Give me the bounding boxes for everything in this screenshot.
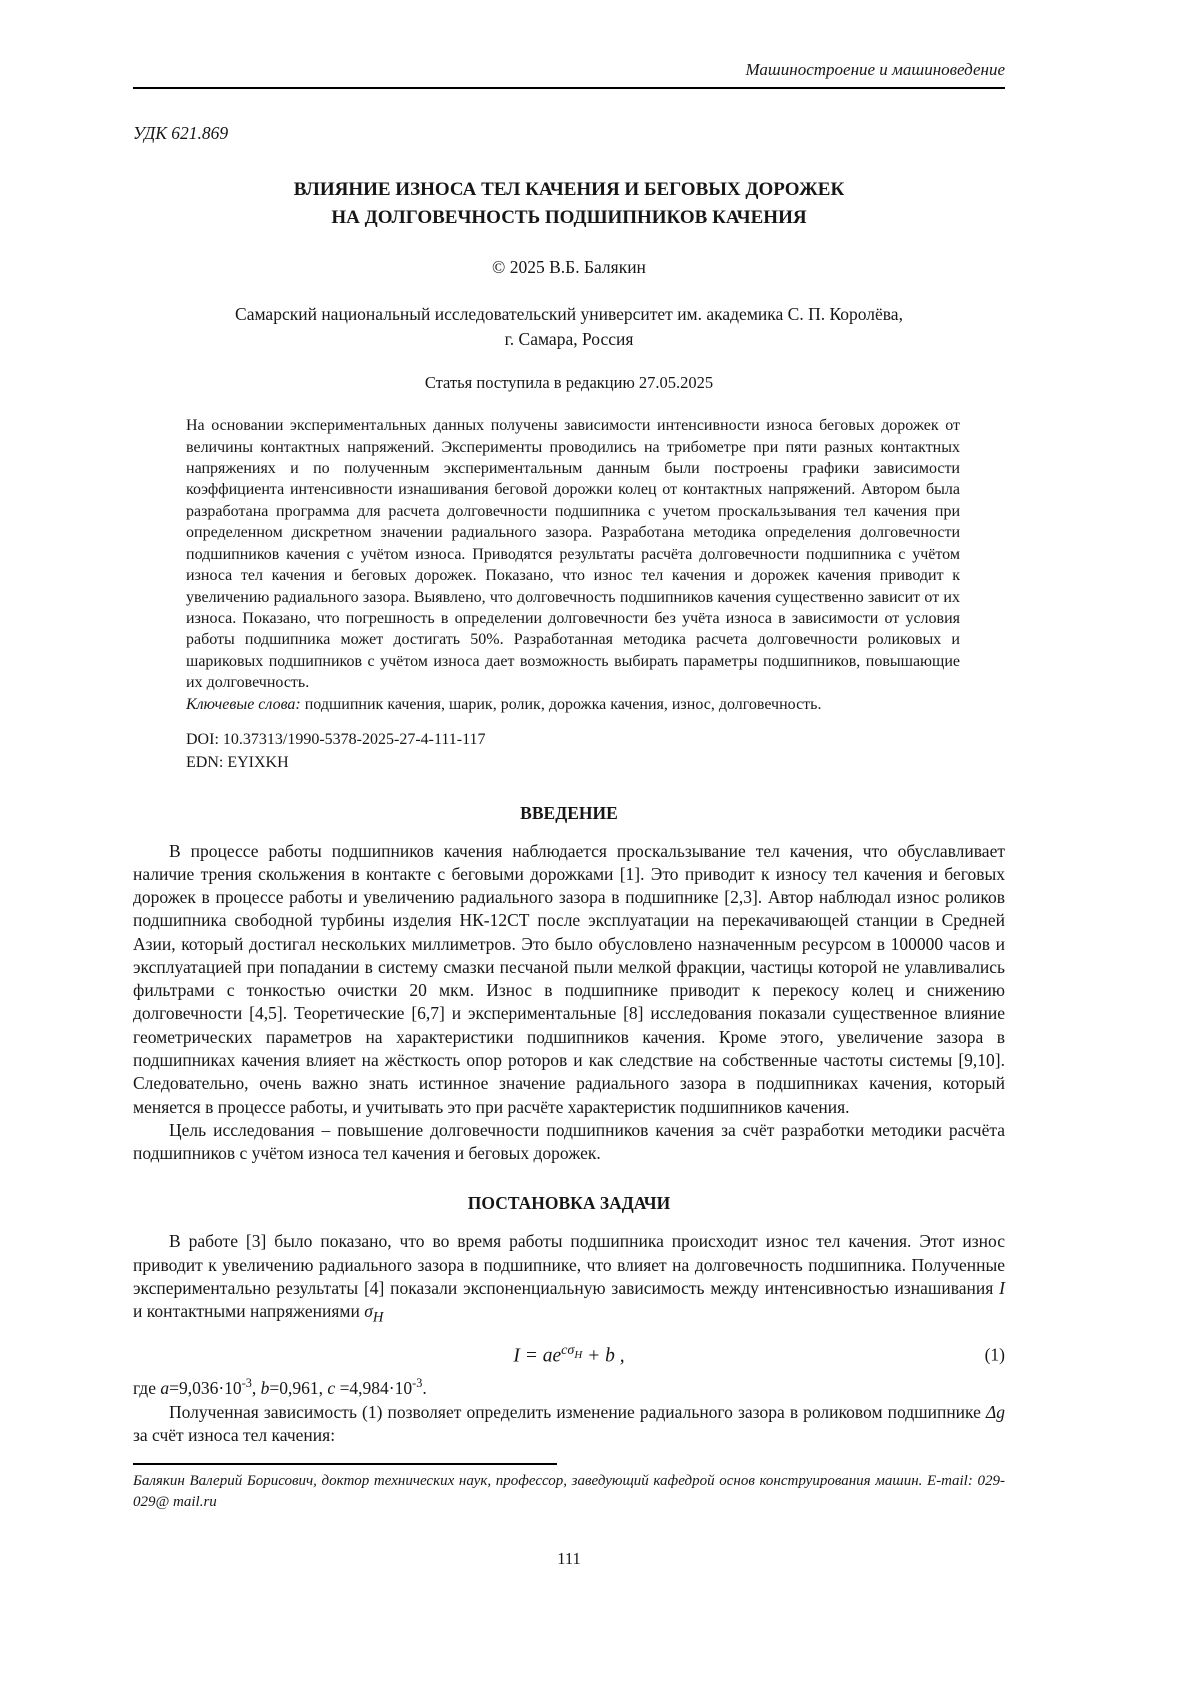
formula-exponent <box>561 1341 583 1361</box>
transition-text: Полученная зависимость (1) позволяет определить изменение радиального зазора в роликовом подшипнике <box>169 1401 986 1422</box>
coefficient-b: b <box>260 1378 270 1399</box>
delta-g-variable: Δg <box>985 1401 1005 1422</box>
keywords-line <box>186 694 960 715</box>
where-word: где <box>133 1378 161 1399</box>
affiliation-line1: Самарский национальный исследовательский университет им. академика С. П. Королёва, <box>235 304 903 325</box>
introduction-paragraph-1: В процессе работы подшипников качения наблюдается проскальзывание тел качения, что обуславливает наличие трения скольжения в контакте с беговыми дорожками [1]. Это приводит к износу тел качения и беговых дорожек в процессе работы и увеличению радиального зазора в подшипнике [2,3]. Автор наблюдал износ роликов подшипника свободной турбины изделия НК-12СТ после эксплуатации на перекачивающей станции в Средней Азии, который достигал нескольких миллиметров. Это было обусловлено назначенным ресурсом в 100000 часов и эксплуатацией при попадании в систему смазки песчаной пыли мелкой фракции, частицы которой не улавливались фильтрами с тонкостью очистки 20 мкм. Износ в подшипнике приводит к перекосу колец и снижению долговечности [4,5]. Теоретические [6,7] и экспериментальные [8] исследования показали существенное влияние геометрических параметров на характеристики подшипников качения. Кроме этого, увеличение зазора в подшипниках качения влияет на жёсткость опор роторов и как следствие на собственные частоты системы [9,10]. Следовательно, очень важно знать истинное значение радиального зазора в подшипниках качения, который меняется в процессе работы, и учитывать это при расчёте характеристик подшипников качения. <box>133 840 1005 1117</box>
formula-exponent-main: cσ <box>561 1341 575 1358</box>
udk-label: УДК 621.869 <box>133 123 229 143</box>
transition-text-2: за счёт износа тел качения: <box>133 1424 336 1445</box>
journal-section-header <box>133 60 1005 80</box>
formula-rhs: + b , <box>582 1345 625 1367</box>
sigma-subscript: H <box>372 1309 384 1326</box>
formula-lhs: I = ae <box>513 1345 562 1367</box>
paper-title-line1: ВЛИЯНИЕ ИЗНОСА ТЕЛ КАЧЕНИЯ И БЕГОВЫХ ДОРОЖЕК <box>293 179 845 200</box>
coefficient-c-exponent: -3 <box>412 1376 423 1391</box>
header-rule <box>133 87 1005 89</box>
period: . <box>422 1378 427 1399</box>
abstract-text: На основании экспериментальных данных получены зависимости интенсивности износа беговых дорожек от величины контактных напряжений. Эксперименты проводились на трибометре при пяти разных контактных напряжениях и по полученным экспериментальным данным были построены графики зависимости коэффициента интенсивности изнашивания беговой дорожки колец от контактных напряжений. Автором была разработана программа для расчета долговечности подшипника с учетом проскальзывания тел качения при определенном дискретном значении радиального зазора. Разработана методика определения долговечности подшипников качения с учётом износа. Приводятся результаты расчёта долговечности подшипника с учётом износа тел качения и беговых дорожек. Показано, что износ тел качения и дорожек качения приводит к увеличению радиального зазора. Выявлено, что долговечность подшипников качения существенно зависит от их износа. Показано, что погрешность в определении долговечности без учёта износа в зависимости от условия работы подшипника может достигать 50%. Разработанная методика расчета долговечности роликовых и шариковых подшипников с учётом износа дает возможность выбирать параметры подшипников, повышающие их долговечность. <box>186 417 960 692</box>
coefficient-a-value: =9,036·10 <box>169 1378 242 1399</box>
task-paragraph-text: В работе [3] было показано, что во время работы подшипника происходит износ тел качения. Этот износ приводит к увеличению радиального зазора в подшипнике, что влияет на долговечность подшипника. Полученные экспериментально результаты [4] показали экспоненциальную зависимость между интенсивностью изнашивания <box>133 1231 1005 1298</box>
formula-number: (1) <box>984 1344 1005 1365</box>
paper-title-line2: НА ДОЛГОВЕЧНОСТЬ ПОДШИПНИКОВ КАЧЕНИЯ <box>331 206 807 228</box>
section-heading-task: ПОСТАНОВКА ЗАДАЧИ <box>467 1193 671 1214</box>
author-footnote: Балякин Валерий Борисович, доктор технических наук, профессор, заведующий кафедрой основ конструирования машин. E-mail: 029-029@ mail.ru <box>133 1473 1005 1511</box>
doi: DOI: 10.37313/1990-5378-2025-27-4-111-117 <box>186 731 486 749</box>
page-number: 111 <box>557 1549 581 1569</box>
coefficient-a: a <box>160 1378 170 1399</box>
copyright-authors: © 2025 В.Б. Балякин <box>492 257 646 278</box>
transition-paragraph <box>133 1401 1005 1448</box>
coefficient-a-exponent: -3 <box>241 1376 252 1391</box>
coefficient-b-value: =0,961, <box>269 1378 328 1399</box>
separator-1: , <box>251 1378 261 1399</box>
paper-title <box>133 176 1005 231</box>
formula-coefficients <box>133 1375 1005 1400</box>
task-paragraph-1 <box>133 1230 1005 1328</box>
introduction-paragraph-2: Цель исследования – повышение долговечности подшипников качения за счёт разработки методики расчёта подшипников с учётом износа тел качения и беговых дорожек. <box>133 1119 1005 1164</box>
coefficient-c-value: =4,984·10 <box>335 1378 413 1399</box>
coefficient-c: с <box>327 1378 336 1399</box>
keywords-text: подшипник качения, шарик, ролик, дорожка качения, износ, долговечность. <box>300 695 822 713</box>
footnote-rule <box>133 1463 557 1465</box>
sigma-symbol: σ <box>364 1301 373 1322</box>
doi-edn-block <box>186 728 960 774</box>
received-date: Статья поступила в редакцию 27.05.2025 <box>424 373 714 393</box>
formula-exponent-sub: H <box>574 1348 583 1361</box>
edn: EDN: EYIXKH <box>186 754 289 772</box>
intensity-variable: I <box>999 1277 1005 1298</box>
keywords-label: Ключевые слова: <box>186 695 301 713</box>
task-paragraph-text-2: и контактными напряжениями <box>133 1301 365 1322</box>
affiliation-line2: г. Самара, Россия <box>504 328 634 349</box>
section-heading-introduction: ВВЕДЕНИЕ <box>520 802 618 823</box>
affiliation <box>133 302 1005 351</box>
formula-block <box>133 1342 1005 1368</box>
journal-section-title: Машиностроение и машиноведение <box>745 60 1005 79</box>
